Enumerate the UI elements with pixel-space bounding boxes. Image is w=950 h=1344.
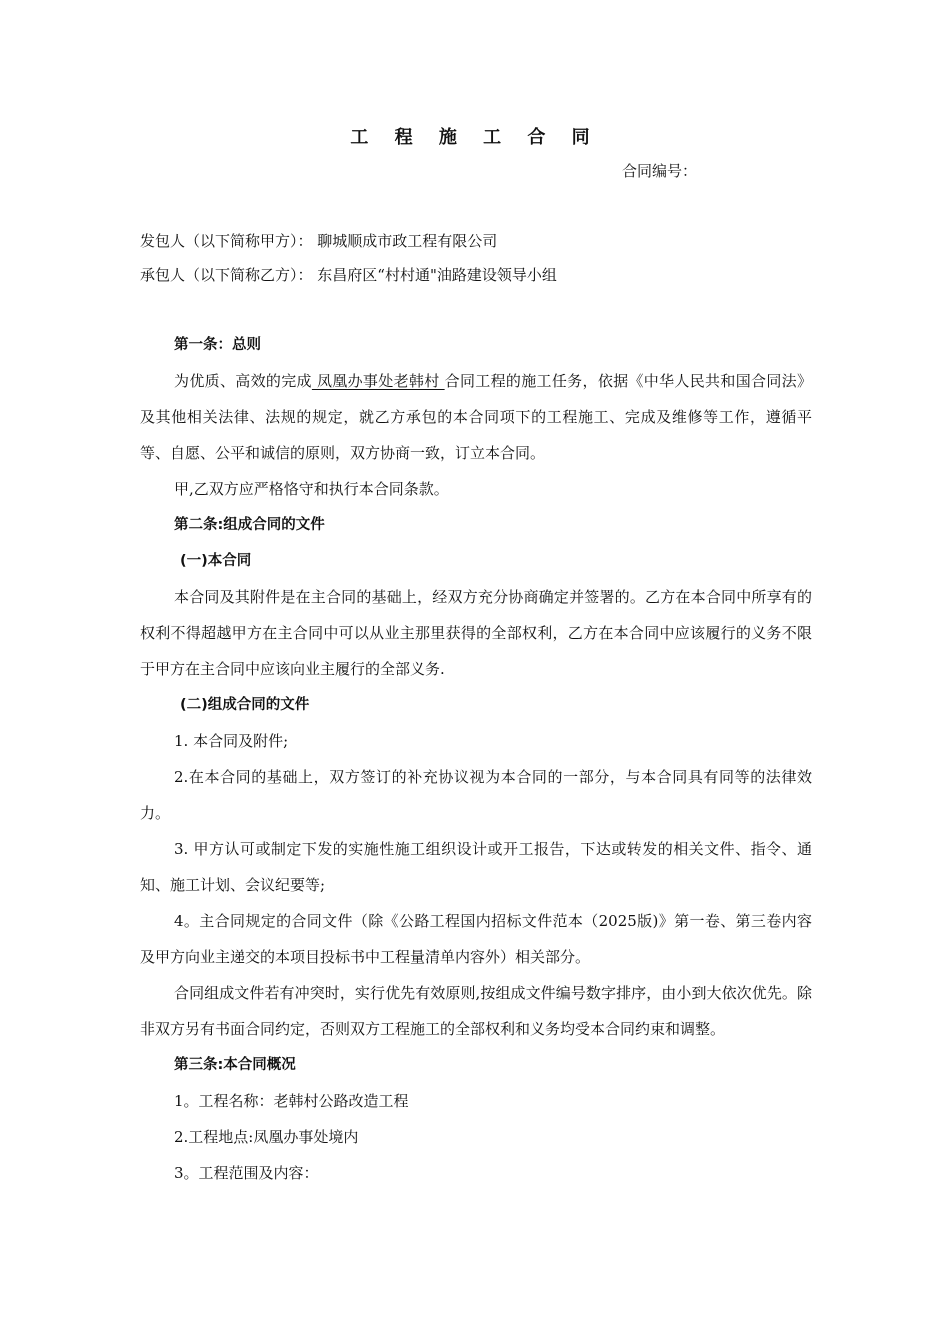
article-2-sub1-heading: (一)本合同 — [180, 553, 252, 569]
article-2-item-1: 1. 本合同及附件; — [174, 732, 289, 750]
article-2-sub1-paragraph: 本合同及其附件是在主合同的基础上，经双方充分协商确定并签署的。乙方在本合同中所享有的权利不得超越甲方在主合同中可以从业主那里获得的全部权利，乙方在本合同中应该履行的义务不限于甲方在主合同中应该向业主履行的全部义务. — [140, 588, 812, 678]
article-3-heading: 第三条:本合同概况 — [174, 1057, 296, 1073]
article-3-item-3: 3。工程范围及内容： — [174, 1164, 319, 1182]
article-3-item-2: 2.工程地点:凤凰办事处境内 — [174, 1128, 359, 1146]
article-2-item-4: 4。主合同规定的合同文件（除《公路工程国内招标文件范本（2025版)》第一卷、第三卷内容及甲方向业主递交的本项目投标书中工程量清单内容外）相关部分。 — [140, 912, 812, 966]
article-2-closing: 合同组成文件若有冲突时，实行优先有效原则,按组成文件编号数字排序，由小到大依次优先。除非双方另有书面合同约定，否则双方工程施工的全部权利和义务均受本合同约束和调整。 — [140, 984, 812, 1038]
contract-number-label: 合同编号： — [622, 162, 698, 180]
party-b-line: 承包人（以下简称乙方）： 东昌府区“村村通"油路建设领导小组 — [140, 266, 557, 284]
contract-body — [140, 327, 812, 1191]
article-2-heading: 第二条:组成合同的文件 — [174, 517, 325, 533]
article-1-text-prefix: 为优质、高效的完成 — [174, 372, 312, 390]
article-2-sub2-heading: (二)组成合同的文件 — [180, 697, 310, 713]
document-title: 工 程 施 工 合 同 — [350, 127, 600, 148]
article-1-text-suffix: 合同工程的施工任务，依据《中华人民共和国合同法》及其他相关法律、法规的规定，就乙方承包的本合同项下的工程施工、完成及维修等工作，遵循平等、自愿、公平和诚信的原则，双方协商一致，订立本合同。 — [140, 372, 812, 462]
article-3-item-1: 1。工程名称：老韩村公路改造工程 — [174, 1092, 409, 1110]
project-location-underlined: 凤凰办事处老韩村 — [311, 372, 445, 390]
article-2-item-2: 2.在本合同的基础上，双方签订的补充协议视为本合同的一部分，与本合同具有同等的法律效力。 — [140, 768, 812, 822]
article-1-paragraph — [140, 363, 812, 471]
article-2-item-3: 3. 甲方认可或制定下发的实施性施工组织设计或开工报告，下达或转发的相关文件、指令、通知、施工计划、会议纪要等; — [140, 840, 812, 894]
article-1-heading: 第一条：总则 — [174, 337, 261, 353]
party-a-line: 发包人（以下简称甲方）： 聊城顺成市政工程有限公司 — [140, 232, 498, 250]
article-1-paragraph-2: 甲,乙双方应严格恪守和执行本合同条款。 — [174, 480, 449, 498]
